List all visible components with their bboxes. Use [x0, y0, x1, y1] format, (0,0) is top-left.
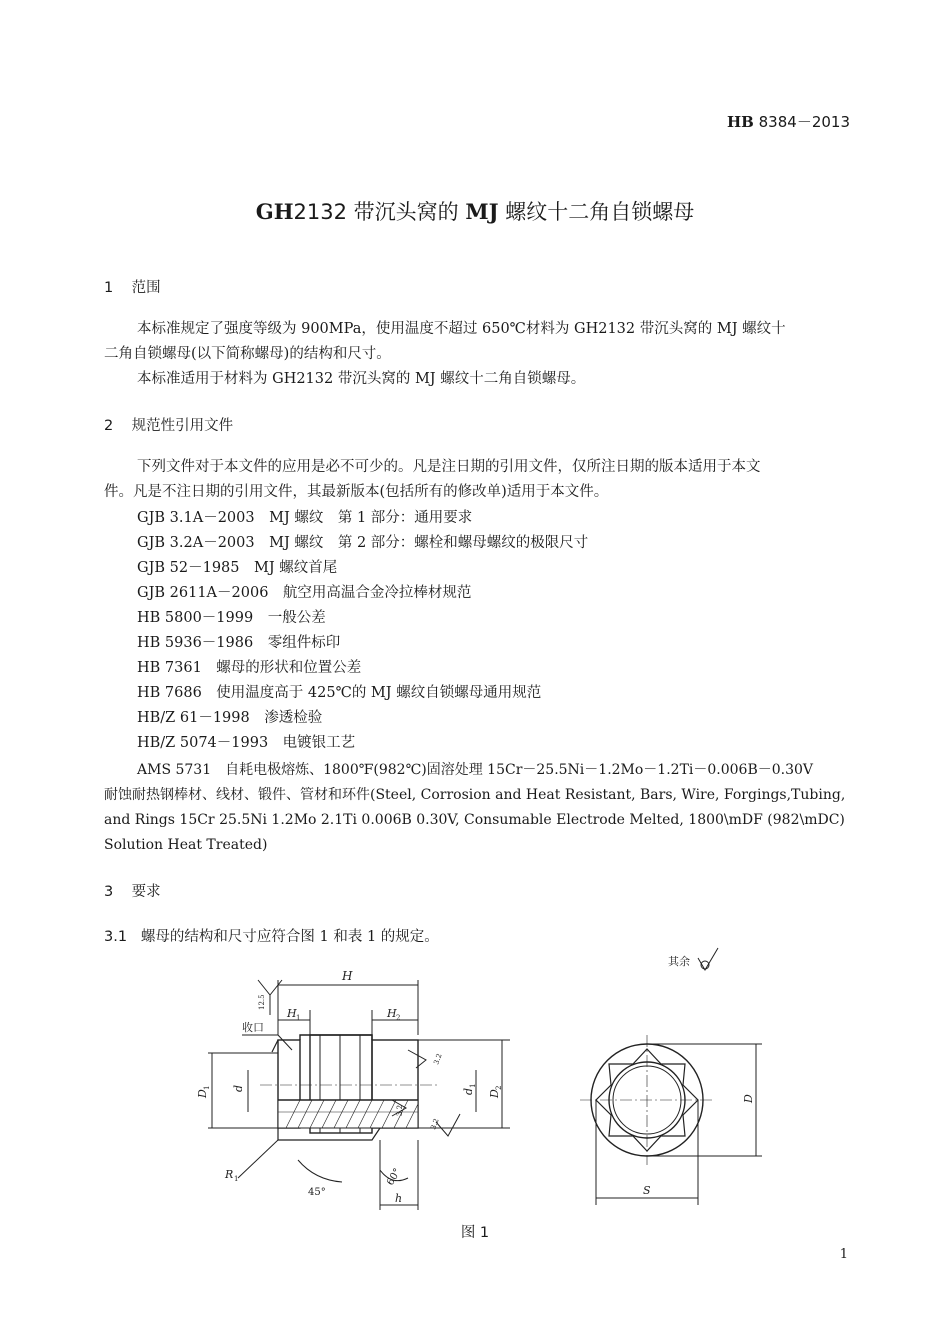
label-D: D: [742, 1094, 755, 1103]
reference-item: HB 5936－1986 零组件标印: [137, 635, 341, 651]
reference-item: GJB 3.1A－2003 MJ 螺纹 第 1 部分：通用要求: [137, 510, 473, 526]
figure-1-drawing: [180, 940, 780, 1220]
reference-item: HB 7361 螺母的形状和位置公差: [137, 660, 362, 676]
reference-item: GJB 52－1985 MJ 螺纹首尾: [137, 560, 338, 576]
section-1-paragraph-1: 本标准规定了强度等级为 900MPa，使用温度不超过 650℃材料为 GH2132 带沉头窝的 MJ 螺纹十: [137, 321, 786, 337]
roughness-symbol: [436, 1114, 460, 1136]
reference-item: HB 5800－1999 一般公差: [137, 610, 326, 626]
reference-item: HB 7686 使用温度高于 425℃的 MJ 螺纹自锁螺母通用规范: [137, 685, 542, 701]
svg-text:1: 1: [234, 1175, 239, 1183]
side-view: [260, 1035, 440, 1140]
section-2-paragraph-cont: 件。凡是不注日期的引用文件，其最新版本(包括所有的修改单)适用于本文件。: [104, 484, 609, 500]
label-d: d: [232, 1084, 245, 1092]
label-shoukou: 收口: [242, 1021, 264, 1034]
document-number: HB 8384－2013: [727, 113, 850, 131]
front-view: [580, 1035, 715, 1165]
svg-text:2: 2: [396, 1014, 401, 1022]
label-S: S: [643, 1184, 651, 1197]
section-3-heading: 3 要求: [104, 884, 161, 900]
label-H: H: [342, 969, 353, 983]
svg-text:3.2: 3.2: [429, 1117, 441, 1131]
roughness-symbol: [408, 1050, 426, 1068]
ams-reference-cont: 耐蚀耐热钢棒材、线材、锻件、管材和环件(Steel, Corrosion and Heat Resistant, Bars, Wire, Forgings,Tubing,: [104, 787, 846, 803]
label-H1: H: [287, 1007, 297, 1020]
reference-item: GJB 3.2A－2003 MJ 螺纹 第 2 部分：螺栓和螺母螺纹的极限尺寸: [137, 535, 589, 551]
roughness-check-icon: [698, 948, 718, 970]
page-title: GH2132 带沉头窝的 MJ 螺纹十二角自锁螺母: [255, 199, 695, 224]
section-2-paragraph: 下列文件对于本文件的应用是必不可少的。凡是注日期的引用文件，仅所注日期的版本适用于本文: [137, 459, 761, 475]
ams-reference-cont: and Rings 15Cr 25.5Ni 1.2Mo 2.1Ti 0.006B 0.30V, Consumable Electrode Melted, 1800\mDF (982\mDC): [104, 812, 845, 828]
label-D1: D: [196, 1089, 209, 1098]
label-D2: D: [488, 1089, 501, 1098]
reference-item: HB/Z 61－1998 渗透检验: [137, 710, 323, 726]
label-R1: R: [225, 1168, 234, 1181]
label-d1: d: [462, 1087, 475, 1095]
svg-text:3.2: 3.2: [396, 1104, 404, 1116]
svg-text:1: 1: [296, 1014, 301, 1022]
reference-item: GJB 2611A－2006 航空用高温合金冷拉棒材规范: [137, 585, 472, 601]
label-angle-60: 60°: [385, 1166, 404, 1188]
ams-reference-cont: Solution Heat Treated): [104, 837, 268, 853]
label-h: h: [395, 1192, 403, 1205]
label-H2: H: [387, 1007, 397, 1020]
section-2-heading: 2 规范性引用文件: [104, 418, 234, 434]
reference-item: HB/Z 5074－1993 电镀银工艺: [137, 735, 356, 751]
section-1-paragraph-1-cont: 二角自锁螺母(以下简称螺母)的结构和尺寸。: [104, 346, 391, 362]
section-3-1: 3.1 螺母的结构和尺寸应符合图 1 和表 1 的规定。: [104, 929, 439, 945]
svg-text:12.5: 12.5: [258, 994, 266, 1010]
label-angle-45: 45°: [308, 1187, 326, 1198]
figure-caption: 图 1: [460, 1225, 490, 1241]
roughness-note: 其余: [668, 955, 690, 968]
section-1-paragraph-2: 本标准适用于材料为 GH2132 带沉头窝的 MJ 螺纹十二角自锁螺母。: [137, 371, 586, 387]
page-number: 1: [839, 1247, 848, 1262]
section-1-heading: 1 范围: [104, 280, 161, 296]
ams-reference: AMS 5731 自耗电极熔炼、1800℉(982℃)固溶处理 15Cr－25.5Ni－1.2Mo－1.2Ti－0.006B－0.30V: [137, 762, 814, 778]
svg-text:1: 1: [469, 1083, 477, 1088]
svg-text:1: 1: [203, 1085, 211, 1090]
svg-text:2: 2: [495, 1085, 503, 1090]
svg-text:3.2: 3.2: [432, 1052, 444, 1066]
